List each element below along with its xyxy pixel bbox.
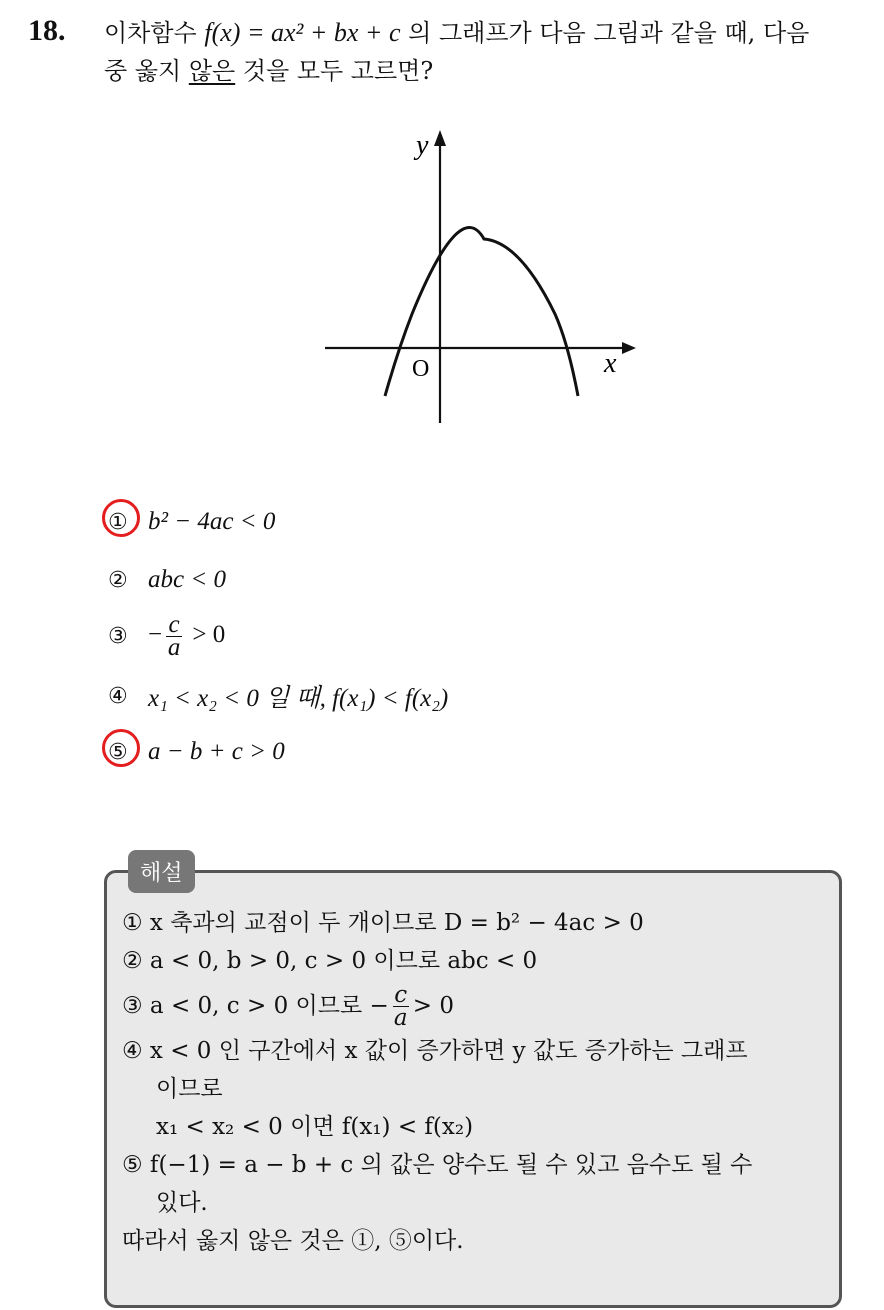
solution-line: 있다.	[156, 1190, 208, 1216]
parabola-graph	[300, 118, 660, 438]
quadratic-formula: f(x) = ax² + bx + c	[204, 18, 401, 47]
fraction: $\frac{c}{a}$	[393, 981, 408, 1031]
solution-text	[122, 904, 832, 1260]
choice-expression: abc < 0	[148, 566, 226, 593]
solution-line: ② a < 0, b > 0, c > 0 이므로 abc < 0	[122, 948, 538, 974]
x-axis-arrow	[622, 342, 636, 354]
question-line-2: 중 옳지 않은 것을 모두 고르면?	[104, 57, 434, 85]
x-axis-label: x	[604, 348, 617, 379]
fraction: $\frac{c}{a}$	[167, 610, 181, 661]
solution-tag: 해설	[128, 850, 195, 893]
solution-line: 이므로	[156, 1076, 223, 1102]
red-circle-mark	[102, 729, 140, 767]
question-text	[104, 14, 864, 90]
choice-5[interactable]: ⑤ a − b + c > 0	[108, 732, 285, 772]
choice-2[interactable]: ② abc < 0	[108, 566, 226, 593]
choice-expression: b² − 4ac < 0	[148, 508, 276, 535]
y-axis-arrow	[434, 130, 446, 146]
choice-expression: − $\frac{c}{a}$ > 0	[148, 610, 226, 661]
question-line-1: 이차함수 f(x) = ax² + bx + c 의 그래프가 다음 그림과 같을 때, 다음	[104, 18, 810, 47]
red-circle-mark	[102, 499, 140, 537]
solution-line: ⑤ f(−1) = a − b + c 의 값은 양수도 될 수 있고 음수도 될 수	[122, 1152, 753, 1178]
choice-1[interactable]: ① b² − 4ac < 0	[108, 502, 275, 542]
solution-line: x₁ < x₂ < 0 이면 f(x₁) < f(x₂)	[156, 1114, 474, 1140]
solution-line: ③ a < 0, c > 0 이므로 − $\frac{c}{a}$ > 0	[122, 981, 454, 1031]
solution-line: ① x 축과의 교점이 두 개이므로 D = b² − 4ac > 0	[122, 910, 644, 936]
y-axis-label: y	[416, 130, 429, 161]
underlined-word: 않은	[188, 57, 236, 85]
solution-line: ④ x < 0 인 구간에서 x 값이 증가하면 y 값도 증가하는 그래프	[122, 1038, 748, 1064]
choice-expression: a − b + c > 0	[148, 738, 285, 765]
origin-label: O	[412, 356, 430, 382]
solution-conclusion: 따라서 옳지 않은 것은 ①, ⑤이다.	[122, 1228, 464, 1254]
choice-4[interactable]: ④ x₁ < x₂ < 0 일 때, f(x₁) < f(x₂)	[108, 676, 448, 716]
question-number: 18.	[28, 14, 66, 47]
choice-expression: x₁ < x₂ < 0 일 때, f(x₁) < f(x₂)	[148, 685, 449, 712]
choice-3[interactable]: ③ − $\frac{c}{a}$ > 0	[108, 610, 226, 661]
